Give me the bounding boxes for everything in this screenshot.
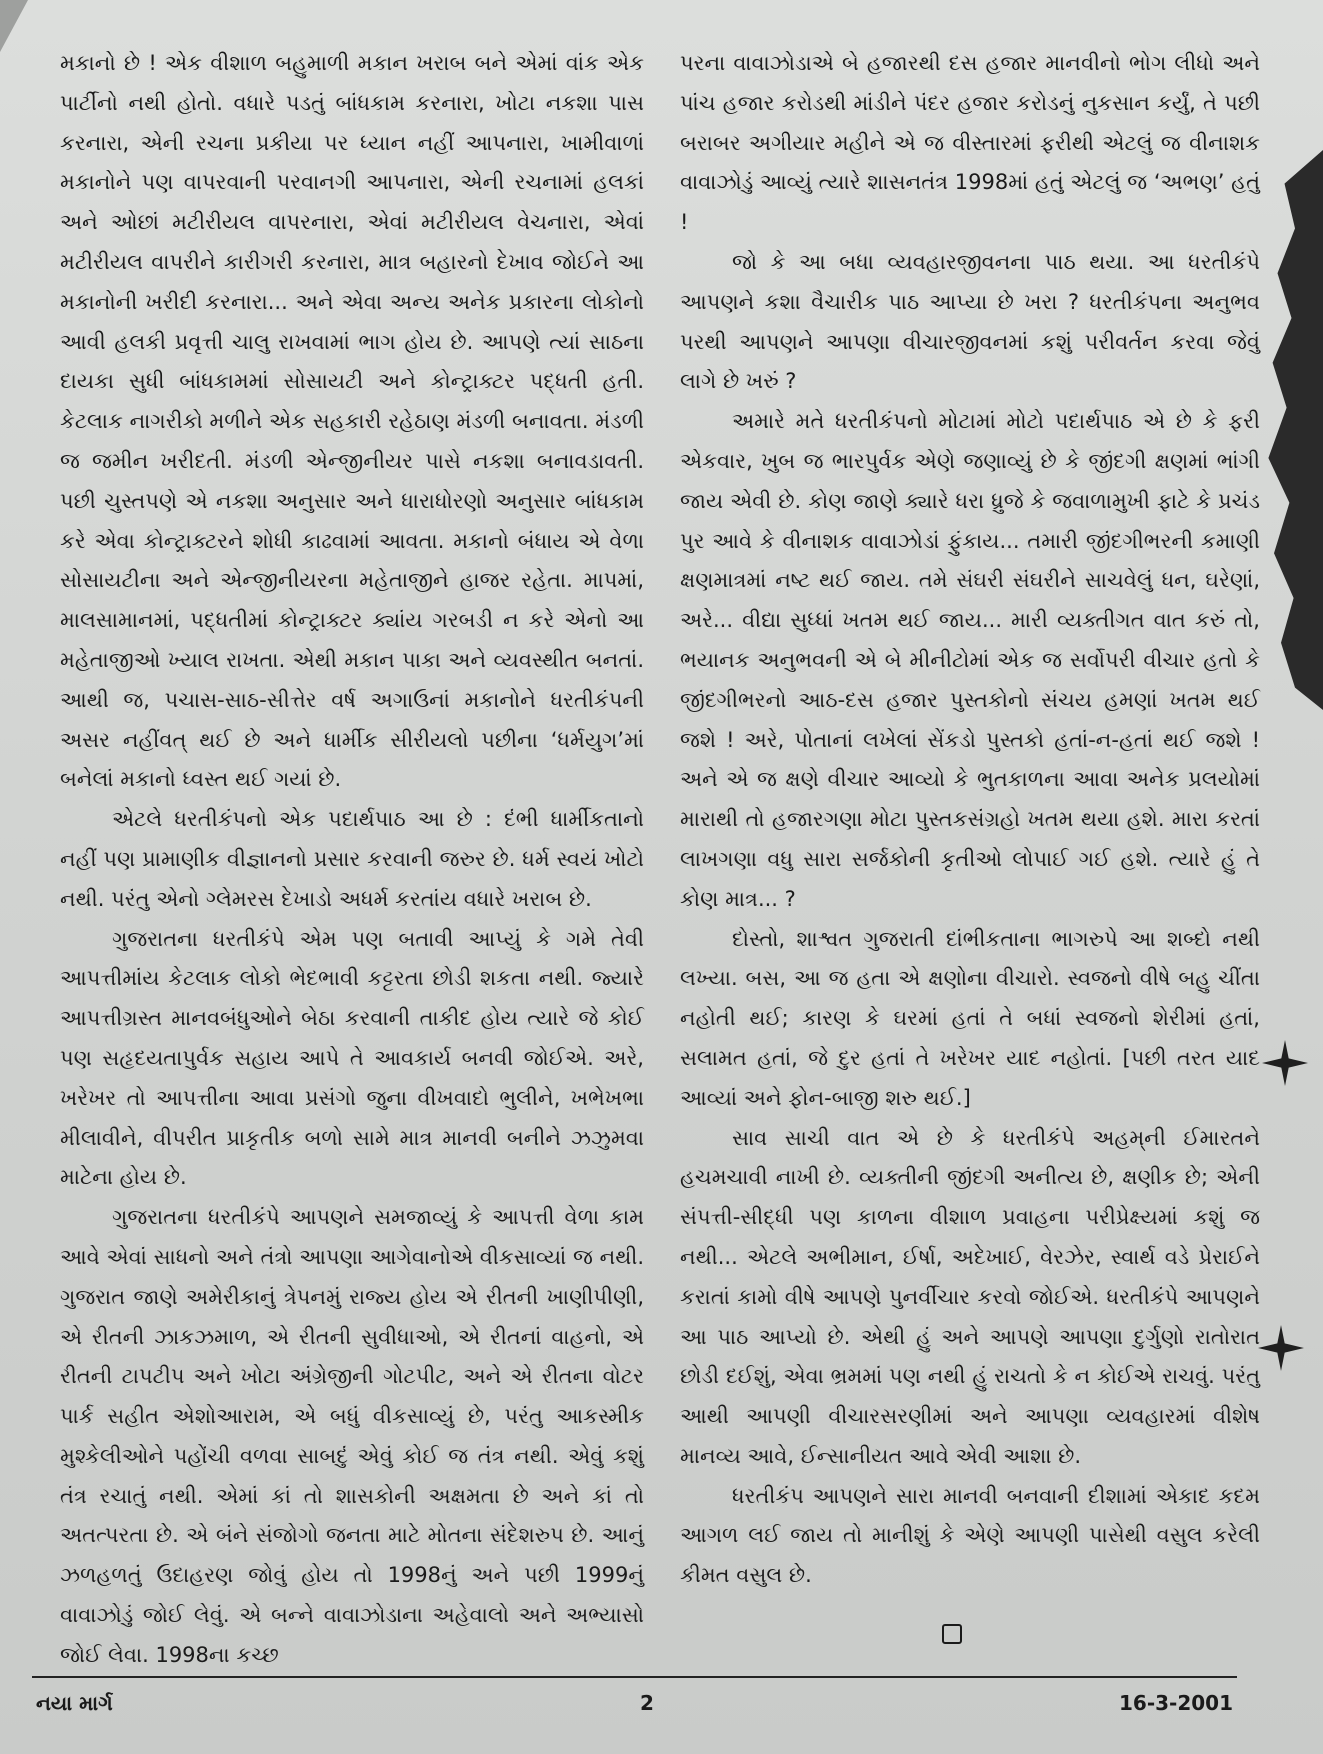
paragraph: દોસ્તો, શાશ્વત ગુજરાતી દાંભીકતાના ભાગરુપે આ શબ્દો નથી લખ્યા. બસ, આ જ હતા એ ક્ષણોના વીચારો. સ્વજનો વીષે બહુ ચીંતા નહોતી થઈ; કારણ કે ઘરમાં હતાં તે બધાં સ્વજનો શેરીમાં હતાં, સલામત હતાં, જે દુર હતાં તે ખરેખર યાદ નહોતાં. [પછી તરત યાદ આવ્યાં અને ફોન-બાજી શરુ થઈ.] — [680, 926, 1260, 1110]
paragraph: ગુજરાતના ધરતીકંપે આપણને સમજાવ્યું કે આપત્તી વેળા કામ આવે એવાં સાધનો અને તંત્રો આપણા આગેવાનોએ વીકસાવ્યાં જ નથી. ગુજરાત જાણે અમેરીકાનું ત્રેપનમું રાજ્ય હોય એ રીતની ખાણીપીણી, એ રીતની ઝાકઝમાળ, એ રીતની સુવીધાઓ, એ રીતનાં વાહનો, એ રીતની ટાપટીપ અને ખોટા અંગ્રેજીની ગોટપીટ, અને એ રીતના વોટર પાર્ક સહીત એશોઆરામ, એ બધું વીકસાવ્યું છે, પરંતુ આકસ્મીક મુશ્કેલીઓને પહોંચી વળવા સાબદું એવું કોઈ જ તંત્ર નથી. એવું કશું તંત્ર રચાતું નથી. એમાં કાં તો શાસકોની અક્ષમતા છે અને કાં તો અતત્પરતા છે. એ બંને સંજોગો જનતા માટે મોતના સંદેશરુપ છે. આનું ઝળહળતું ઉદાહરણ જોવું હોય તો 1998નું અને પછી 1999નું વાવાઝોડું જોઈ લેવું. એ બન્ને વાવાઝોડાના અહેવાલો અને અભ્યાસો જોઈ લેવા. 1998ના કચ્છ — [60, 1205, 644, 1667]
publication-name: નયા માર્ગ — [36, 1691, 113, 1715]
paragraph: અમારે મતે ધરતીકંપનો મોટામાં મોટો પદાર્થપાઠ એ છે કે ફરી એકવાર, ખુબ જ ભારપુર્વક એણે જણાવ્યું છે કે જીંદગી ક્ષણમાં ભાંગી જાય એવી છે. કોણ જાણે ક્યારે ધરા ધ્રુજે કે જવાળામુખી ફાટે કે પ્રચંડ પુર આવે કે વીનાશક વાવાઝોડાં ફુંકાય... તમારી જીંદગીભરની કમાણી ક્ષણમાત્રમાં નષ્ટ થઈ જાય. તમે સંઘરી સંઘરીને સાચવેલું ધન, ઘરેણાં, અરે... વીદ્યા સુધ્ધાં ખતમ થઈ જાય... મારી વ્યક્તીગત વાત કરું તો, ભયાનક અનુભવની એ બે મીનીટોમાં એક જ સર્વોપરી વીચાર હતો કે જીંદગીભરનો આઠ-દસ હજાર પુસ્તકોનો સંચય હમણાં ખતમ થઈ જશે ! અરે, પોતાનાં લખેલાં સેંકડો પુસ્તકો હતાં-ન-હતાં થઈ જશે ! અને એ જ ક્ષણે વીચાર આવ્યો કે ભુતકાળના આવા અનેક પ્રલયોમાં મારાથી તો હજારગણા મોટા પુસ્તકસંગ્રહો ખતમ થયા હશે. મારા કરતાં લાખગણા વધુ સારા સર્જકોની કૃતીઓ લોપાઈ ગઈ હશે. ત્યારે હું તે કોણ માત્ર... ? — [680, 409, 1260, 911]
paragraph: પરના વાવાઝોડાએ બે હજારથી દસ હજાર માનવીનો ભોગ લીધો અને પાંચ હજાર કરોડથી માંડીને પંદર હજાર કરોડનું નુકસાન કર્યું, તે પછી બરાબર અગીયાર મહીને એ જ વીસ્તારમાં ફરીથી એટલું જ વીનાશક વાવાઝોડું આવ્યું ત્યારે શાસનતંત્ર 1998માં હતું એટલું જ ‘અભણ’ હતું ! — [680, 51, 1260, 235]
end-of-article-mark — [942, 1624, 962, 1644]
torn-edge — [1253, 150, 1323, 710]
left-column — [60, 44, 644, 1676]
issue-date: 16-3-2001 — [1118, 1691, 1233, 1715]
right-column — [680, 44, 1260, 1596]
paragraph: ગુજરાતના ધરતીકંપે એમ પણ બતાવી આપ્યું કે ગમે તેવી આપત્તીમાંય કેટલાક લોકો ભેદભાવી કટ્ટરતા છોડી શકતા નથી. જ્યારે આપત્તીગ્રસ્ત માનવબંધુઓને બેઠા કરવાની તાકીદ હોય ત્યારે જે કોઈ પણ સહૃદયતાપુર્વક સહાય આપે તે આવકાર્ય બનવી જોઈએ. અરે, ખરેખર તો આપત્તીના આવા પ્રસંગો જુના વીખવાદો ભુલીને, ખભેખભા મીલાવીને, વીપરીત પ્રાકૃતીક બળો સામે માત્ર માનવી બનીને ઝઝુમવા માટેના હોય છે. — [60, 926, 644, 1190]
punch-hole — [1262, 1040, 1308, 1086]
paragraph: ધરતીકંપ આપણને સારા માનવી બનવાની દીશામાં એકાદ કદમ આગળ લઈ જાય તો માનીશું કે એણે આપણી પાસેથી વસુલ કરેલી કીમત વસુલ છે. — [680, 1483, 1260, 1588]
paragraph: સાવ સાચી વાત એ છે કે ધરતીકંપે અહમ્‌ની ઈમારતને હચમચાવી નાખી છે. વ્યક્તીની જીંદગી અનીત્ય છે, ક્ષણીક છે; એની સંપત્તી-સીદ્ધી પણ કાળના વીશાળ પ્રવાહના પરીપ્રેક્ષ્યમાં કશું જ નથી... એટલે અભીમાન, ઈર્ષા, અદેખાઈ, વેરઝેર, સ્વાર્થ વડે પ્રેરાઈને કરાતાં કામો વીષે આપણે પુનર્વીચાર કરવો જોઈએ. ધરતીકંપે આપણને આ પાઠ આપ્યો છે. એથી હું અને આપણે આપણા દુર્ગુણો રાતોરાત છોડી દઈશું, એવા ભ્રમમાં પણ નથી હું રાચતો કે ન કોઈએ રાચવું. પરંતુ આથી આપણી વીચારસરણીમાં અને આપણા વ્યવહારમાં વીશેષ માનવ્ય આવે, ઈન્સાનીયત આવે એવી આશા છે. — [680, 1125, 1260, 1468]
paragraph: જો કે આ બધા વ્યવહારજીવનના પાઠ થયા. આ ધરતીકંપે આપણને કશા વૈચારીક પાઠ આપ્યા છે ખરા ? ધરતીકંપના અનુભવ પરથી આપણને આપણા વીચારજીવનમાં કશું પરીવર્તન કરવા જેવું લાગે છે ખરું ? — [680, 249, 1260, 394]
page-number: 2 — [640, 1691, 654, 1715]
footer-divider — [32, 1676, 1237, 1678]
paragraph: એટલે ધરતીકંપનો એક પદાર્થપાઠ આ છે : દંભી ધાર્મીકતાનો નહીં પણ પ્રામાણીક વીજ્ઞાનનો પ્રસાર કરવાની જરુર છે. ધર્મ સ્વયં ખોટો નથી. પરંતુ એનો ગ્લેમરસ દેખાડો અધર્મ કરતાંય વધારે ખરાબ છે. — [60, 807, 644, 911]
paragraph: મકાનો છે ! એક વીશાળ બહુમાળી મકાન ખરાબ બને એમાં વાંક એક પાર્ટીનો નથી હોતો. વધારે પડતું બાંધકામ કરનારા, ખોટા નકશા પાસ કરનારા, એની રચના પ્રકીયા પર ધ્યાન નહીં આપનારા, ખામીવાળાં મકાનોને પણ વાપરવાની પરવાનગી આપનારા, એની રચનામાં હલકાં અને ઓછાં મટીરીયલ વાપરનારા, એવાં મટીરીયલ વેચનારા, એવાં મટીરીયલ વાપરીને કારીગરી કરનારા, માત્ર બહારનો દેખાવ જોઈને આ મકાનોની ખરીદી કરનારા... અને એવા અન્ય અનેક પ્રકારના લોકોનો આવી હલકી પ્રવૃત્તી ચાલુ રાખવામાં ભાગ હોય છે. આપણે ત્યાં સાઠના દાયકા સુધી બાંધકામમાં સોસાયટી અને કોન્ટ્રાક્ટર પદ્ધતી હતી. કેટલાક નાગરીકો મળીને એક સહકારી રહેઠાણ મંડળી બનાવતા. મંડળી જ જમીન ખરીદતી. મંડળી એન્જીનીયર પાસે નકશા બનાવડાવતી. પછી ચુસ્તપણે એ નકશા અનુસાર અને ધારાધોરણો અનુસાર બાંધકામ કરે એવા કોન્ટ્રાક્ટરને શોધી કાઢવામાં આવતા. મકાનો બંધાય એ વેળા સોસાયટીના અને એન્જીનીયરના મહેતાજીને હાજર રહેતા. માપમાં, માલસામાનમાં, પદ્ધતીમાં કોન્ટ્રાક્ટર ક્યાંય ગરબડી ન કરે એનો આ મહેતાજીઓ ખ્યાલ રાખતા. એથી મકાન પાકા અને વ્યવસ્થીત બનતાં. આથી જ, પચાસ-સાઠ-સીત્તેર વર્ષ અગાઉનાં મકાનોને ધરતીકંપની અસર નહીંવત્ થઈ છે અને ધાર્મીક સીરીયલો પછીના ‘ધર્મયુગ’માં બનેલાં મકાનો ધ્વસ્ત થઈ ગયાં છે. — [60, 51, 644, 792]
punch-hole — [1258, 1325, 1304, 1371]
torn-corner — [0, 0, 28, 52]
